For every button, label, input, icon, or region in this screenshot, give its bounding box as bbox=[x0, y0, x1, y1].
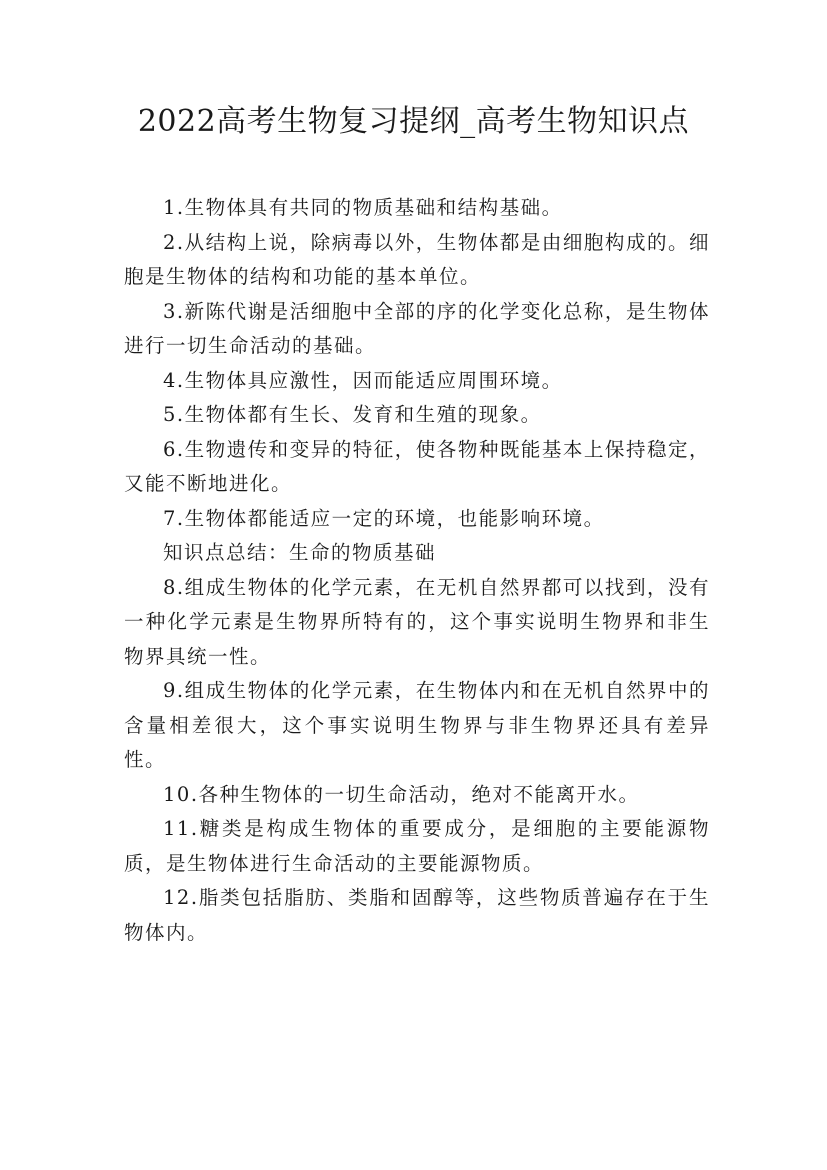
document-body bbox=[124, 191, 710, 950]
paragraph-12: 12.脂类包括脂肪、类脂和固醇等，这些物质普遍存在于生物体内。 bbox=[124, 886, 710, 944]
paragraph-11: 11.糖类是构成生物体的重要成分，是细胞的主要能源物质，是生物体进行生命活动的主要能源物质。 bbox=[124, 817, 710, 875]
paragraph-7: 7.生物体都能适应一定的环境，也能影响环境。 bbox=[163, 506, 605, 530]
paragraph-9: 9.组成生物体的化学元素，在生物体内和在无机自然界中的含量相差很大，这个事实说明生物界与非生物界还具有差异性。 bbox=[124, 679, 710, 771]
paragraph-4: 4.生物体具应激性，因而能适应周围环境。 bbox=[163, 368, 563, 392]
section-heading: 知识点总结：生命的物质基础 bbox=[163, 541, 437, 564]
paragraph-8: 8.组成生物体的化学元素，在无机自然界都可以找到，没有一种化学元素是生物界所特有的，这个事实说明生物界和非生物界具统一性。 bbox=[124, 575, 710, 668]
paragraph-1: 1.生物体具有共同的物质基础和结构基础。 bbox=[163, 196, 563, 219]
paragraph-2: 2.从结构上说，除病毒以外，生物体都是由细胞构成的。细胞是生物体的结构和功能的基本单位。 bbox=[124, 230, 710, 288]
document-title: 2022高考生物复习提纲_高考生物知识点 bbox=[137, 104, 690, 139]
paragraph-5: 5.生物体都有生长、发育和生殖的现象。 bbox=[163, 403, 542, 426]
paragraph-3: 3.新陈代谢是活细胞中全部的序的化学变化总称，是生物体进行一切生命活动的基础。 bbox=[124, 299, 710, 357]
paragraph-6: 6.生物遗传和变异的特征，使各物种既能基本上保持稳定，又能不断地进化。 bbox=[124, 437, 710, 495]
paragraph-10: 10.各种生物体的一切生命活动，绝对不能离开水。 bbox=[163, 782, 640, 806]
